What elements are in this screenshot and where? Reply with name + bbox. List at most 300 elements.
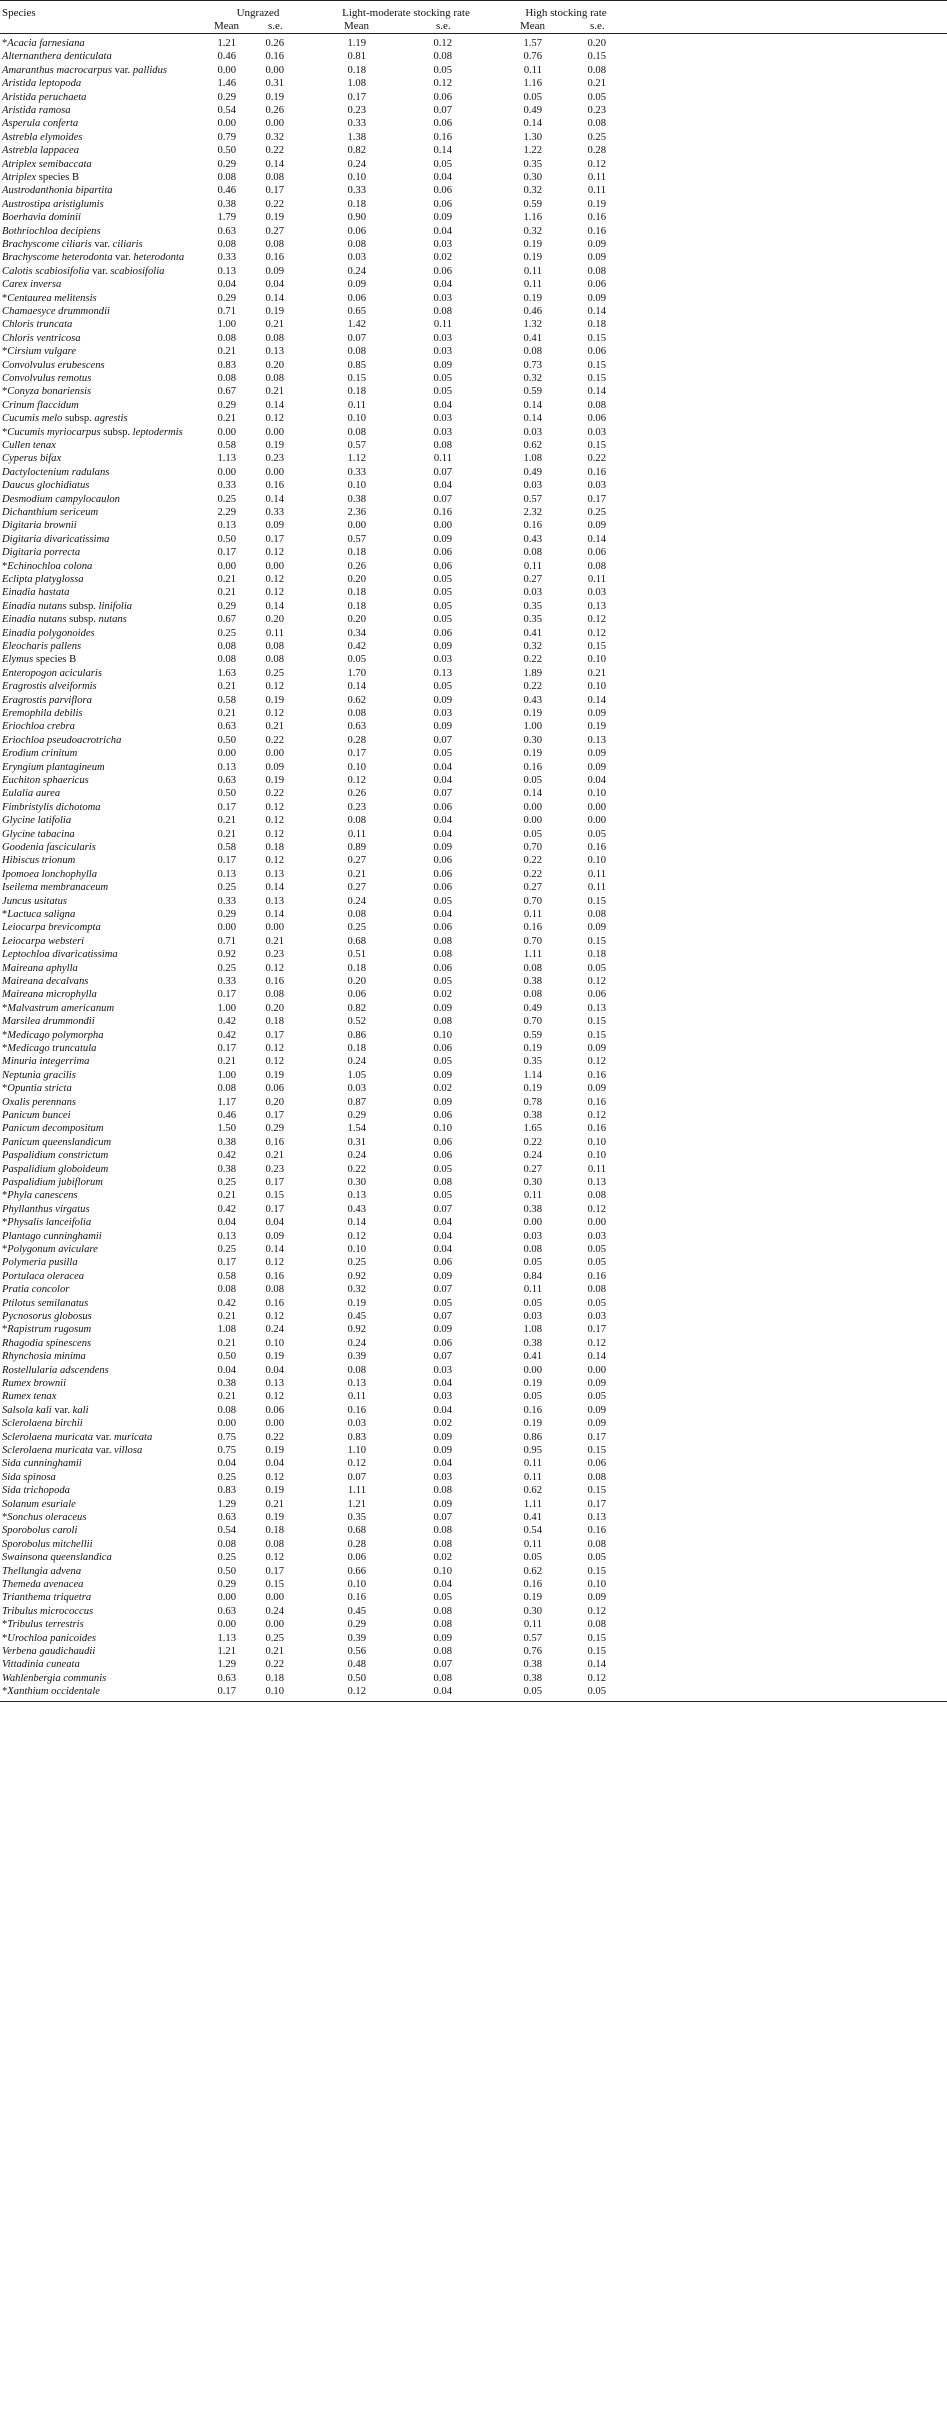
high-mean-cell: 0.00 [523,801,542,813]
high-se-cell: 0.18 [587,949,606,961]
table-row [0,761,947,774]
light-moderate-mean-cell: 0.14 [347,1217,366,1229]
species-name [2,1136,111,1149]
species-name-text: * [2,346,8,358]
high-se-cell: 0.10 [587,654,606,666]
high-se-cell: 0.16 [587,1270,606,1282]
light-moderate-mean-cell: 0.20 [347,614,366,626]
species-name [2,198,104,211]
light-moderate-se-cell: 0.07 [433,466,452,478]
high-mean-cell: 0.22 [523,868,542,880]
species-name-italic: Panicum decompositum [2,1123,104,1135]
high-se-cell: 0.14 [587,533,606,545]
species-name [2,787,60,800]
table-row [0,1149,947,1162]
high-mean-cell: 1.00 [523,721,542,733]
species-name [2,399,79,412]
light-moderate-se-cell: 0.02 [433,252,452,264]
ungrazed-mean-cell: 1.50 [217,1123,236,1135]
table-row [0,774,947,787]
ungrazed-mean-cell: 0.63 [217,1512,236,1523]
ungrazed-se-cell: 0.12 [265,1043,284,1054]
ungrazed-se-cell: 0.12 [265,1056,284,1068]
high-se-cell: 0.18 [587,319,606,331]
light-moderate-se-cell: 0.10 [433,1029,452,1041]
ungrazed-mean-cell: 0.25 [217,493,236,505]
species-name [2,680,97,693]
high-se-cell: 0.15 [587,1485,606,1497]
ungrazed-se-cell: 0.14 [265,493,284,505]
table-row [0,493,947,506]
light-moderate-se-cell: 0.06 [433,922,452,934]
light-moderate-se-cell: 0.06 [433,265,452,277]
species-name [2,439,56,452]
light-moderate-mean-cell: 0.22 [347,1163,366,1175]
ungrazed-mean-cell: 0.58 [217,694,236,706]
high-mean-cell: 0.16 [523,761,542,773]
species-name [2,1551,112,1564]
ungrazed-se-cell: 0.19 [265,212,284,224]
table-row [0,1632,947,1645]
high-se-cell: 0.11 [587,868,606,880]
light-moderate-mean-cell: 0.87 [347,1096,366,1108]
ungrazed-mean-cell: 1.17 [217,1096,236,1108]
high-mean-cell: 0.05 [523,91,542,103]
table-row [0,1230,947,1243]
species-name [2,1002,114,1015]
table-row [0,171,947,184]
ungrazed-se-cell: 0.16 [265,976,284,987]
light-moderate-se-cell: 0.03 [433,1471,452,1483]
ungrazed-mean-cell: 0.21 [217,413,236,425]
light-moderate-mean-cell: 0.51 [347,949,366,961]
high-se-cell: 0.05 [587,91,606,103]
high-se-cell: 0.13 [587,734,606,746]
high-mean-cell: 0.43 [523,694,542,706]
light-moderate-se-cell: 0.09 [433,842,452,853]
species-name [2,667,102,680]
high-mean-cell: 0.22 [523,855,542,867]
species-name-italic: Centaurea melitensis [7,292,97,304]
table-row [0,1015,947,1028]
ungrazed-mean-cell: 1.21 [217,38,236,49]
light-moderate-mean-cell: 0.18 [347,600,366,612]
species-name [2,694,92,707]
species-name [2,1029,104,1042]
table-row [0,506,947,519]
ungrazed-se-cell: 0.12 [265,1471,284,1483]
high-mean-cell: 0.70 [523,935,542,947]
species-name [2,720,75,733]
high-se-cell: 0.03 [587,1311,606,1322]
high-mean-cell: 0.22 [523,654,542,666]
table-row [0,1243,947,1256]
table-row [0,64,947,77]
species-name-italic: Sporobolus mitchellii [2,1538,93,1550]
high-se-cell: 0.12 [587,627,606,639]
ungrazed-se-cell: 0.12 [265,547,284,559]
light-moderate-se-cell: 0.06 [433,868,452,880]
table-row [0,1484,947,1497]
species-name [2,881,108,894]
high-se-cell: 0.15 [587,1646,606,1657]
species-name-italic: Paspalidium jubiflorum [2,1177,103,1188]
light-moderate-mean-cell: 0.28 [347,734,366,746]
light-moderate-se-cell: 0.07 [433,1311,452,1322]
light-moderate-se-cell: 0.09 [433,359,452,371]
ungrazed-mean-cell: 0.71 [217,306,236,317]
species-name [2,1632,96,1645]
table-row [0,117,947,130]
ungrazed-se-cell: 0.22 [265,1431,284,1443]
high-mean-cell: 0.70 [523,842,542,853]
light-moderate-mean-cell: 0.65 [347,306,366,317]
species-name [2,640,81,653]
species-name [2,533,109,546]
table-row [0,1457,947,1470]
ungrazed-se-cell: 0.19 [265,306,284,317]
high-se-cell: 0.10 [587,681,606,693]
ungrazed-se-cell: 0.21 [265,721,284,733]
ungrazed-mean-cell: 1.46 [217,78,236,90]
ungrazed-se-cell: 0.09 [265,265,284,277]
light-moderate-se-cell: 0.07 [433,1351,452,1363]
ungrazed-se-cell: 0.19 [265,775,284,786]
high-se-cell: 0.25 [587,507,606,518]
ungrazed-se-cell: 0.12 [265,574,284,585]
ungrazed-se-cell: 0.00 [265,922,284,934]
light-moderate-se-cell: 0.04 [433,480,452,492]
ungrazed-mean-cell: 0.00 [217,748,236,760]
species-name-italic: Aristida ramosa [2,105,71,116]
species-name [2,948,118,961]
ungrazed-se-cell: 0.21 [265,935,284,947]
light-moderate-se-cell: 0.06 [433,1043,452,1054]
high-mean-cell: 0.03 [523,480,542,492]
species-name-italic: Sclerolaena muricata [2,1431,94,1443]
high-se-cell: 0.08 [587,118,606,130]
species-name [2,988,97,1001]
light-moderate-se-cell: 0.03 [433,426,452,438]
high-se-cell: 0.05 [587,1391,606,1403]
ungrazed-se-cell: 0.16 [265,480,284,492]
ungrazed-mean-cell: 0.25 [217,882,236,894]
species-name [2,318,72,331]
species-name-text: species B [36,172,80,183]
table-row [0,962,947,975]
table-row [0,680,947,693]
high-se-cell: 0.09 [587,292,606,304]
light-moderate-se-cell: 0.09 [433,533,452,545]
light-moderate-mean-cell: 0.11 [347,1391,366,1403]
table-row [0,667,947,680]
species-name-italic: kali [72,1404,89,1416]
light-moderate-mean-cell: 0.85 [347,359,366,371]
ungrazed-se-cell: 0.00 [265,118,284,130]
high-mean-cell: 0.11 [523,1190,542,1202]
ungrazed-se-cell: 0.18 [265,842,284,853]
high-mean-cell: 0.73 [523,359,542,371]
species-name [2,1256,78,1269]
species-name-text: var. [112,252,134,264]
light-moderate-mean-cell: 1.38 [347,131,366,143]
species-name-text: var. [51,1404,73,1416]
table-row [0,854,947,867]
ungrazed-mean-cell: 0.08 [217,1538,236,1550]
table-row [0,1498,947,1511]
ungrazed-mean-cell: 0.50 [217,145,236,157]
light-moderate-se-cell: 0.08 [433,1619,452,1631]
species-name-italic: Ipomoea lonchophylla [2,868,98,880]
light-moderate-se-cell: 0.04 [433,761,452,773]
ungrazed-mean-cell: 0.58 [217,1270,236,1282]
table-row [0,828,947,841]
species-name [2,1337,91,1350]
light-moderate-mean-cell: 0.33 [347,118,366,130]
ungrazed-mean-cell: 0.79 [217,131,236,143]
ungrazed-mean-cell: 0.04 [217,1364,236,1376]
light-moderate-mean-cell: 0.42 [347,641,366,652]
light-moderate-mean-cell: 0.86 [347,1029,366,1041]
light-moderate-se-cell: 0.08 [433,949,452,961]
high-mean-cell: 0.35 [523,614,542,626]
ungrazed-mean-cell: 0.75 [217,1445,236,1456]
species-name [2,452,61,465]
light-moderate-mean-cell: 0.57 [347,440,366,451]
species-name-text: * [2,1029,8,1041]
high-se-cell: 0.15 [587,51,606,63]
light-moderate-mean-cell: 0.27 [347,882,366,894]
light-moderate-mean-cell: 0.33 [347,185,366,197]
species-name-italic: Aristida peruchaeta [2,91,87,103]
species-name [2,1189,78,1202]
species-name-italic: Eriochloa crebra [2,721,75,733]
ungrazed-mean-cell: 0.33 [217,252,236,264]
ungrazed-se-cell: 0.09 [265,761,284,773]
high-mean-cell: 1.11 [523,1498,542,1510]
table-row [0,1471,947,1484]
high-se-cell: 0.10 [587,1150,606,1162]
light-moderate-mean-cell: 0.12 [347,1686,366,1698]
light-moderate-se-cell: 0.16 [433,131,452,143]
light-moderate-se-cell: 0.09 [433,721,452,733]
species-name [2,627,95,640]
high-mean-cell: 0.35 [523,158,542,170]
species-name [2,747,77,760]
light-moderate-se-cell: 0.05 [433,373,452,384]
species-name-italic: Eulalia aurea [2,788,61,800]
ungrazed-mean-cell: 0.00 [217,560,236,572]
species-name-italic: Elymus [2,654,34,666]
ungrazed-se-cell: 0.08 [265,654,284,666]
species-name-italic: Fimbristylis dichotoma [2,801,101,813]
high-mean-cell: 0.49 [523,1002,542,1014]
species-name-italic: Chloris ventricosa [2,332,81,344]
ungrazed-se-cell: 0.12 [265,1391,284,1403]
table-row [0,211,947,224]
light-moderate-mean-cell: 2.36 [347,507,366,518]
ungrazed-mean-cell: 0.46 [217,185,236,197]
species-name-text: * [2,1512,8,1523]
light-moderate-mean-cell: 1.11 [347,1485,366,1497]
high-se-cell: 0.15 [587,895,606,907]
species-name [2,77,81,90]
high-se-cell: 0.08 [587,265,606,277]
species-name-italic: Austrostipa aristiglumis [2,198,104,210]
light-moderate-mean-cell: 0.18 [347,962,366,974]
ungrazed-se-cell: 0.14 [265,1244,284,1255]
species-name-italic: Euchiton sphaericus [2,775,89,786]
species-name-italic: Phyla canescens [7,1190,78,1202]
high-se-cell: 0.06 [587,989,606,1001]
high-mean-cell: 0.11 [523,1471,542,1483]
species-name-italic: Eragrostis parviflora [2,694,92,706]
light-moderate-se-cell: 0.09 [433,1096,452,1108]
species-name-italic: ciliaris [112,239,143,250]
ungrazed-mean-cell: 0.13 [217,520,236,532]
species-name-italic: Wahlenbergia communis [2,1672,107,1684]
species-name [2,305,110,318]
species-name-italic: Sonchus oleraceus [7,1512,87,1523]
species-name-italic: Hibiscus trionum [2,855,76,867]
header-rule [0,33,947,34]
high-se-cell: 0.09 [587,1404,606,1416]
high-mean-cell: 0.19 [523,708,542,719]
light-moderate-mean-cell: 0.82 [347,1002,366,1014]
table-row [0,1658,947,1671]
ungrazed-mean-cell: 0.17 [217,547,236,559]
ungrazed-mean-cell: 0.21 [217,828,236,840]
species-name [2,1390,56,1403]
ungrazed-mean-cell: 0.25 [217,1552,236,1564]
table-row [0,77,947,90]
ungrazed-mean-cell: 0.46 [217,1110,236,1121]
high-se-cell: 0.06 [587,413,606,425]
species-name [2,225,101,238]
species-name-italic: Chloris truncata [2,319,73,331]
species-name-italic: Einadia polygonoides [2,627,95,639]
species-name [2,372,91,385]
light-moderate-se-cell: 0.04 [433,1404,452,1416]
ungrazed-mean-cell: 0.29 [217,909,236,920]
high-se-cell: 0.13 [587,1177,606,1188]
high-se-cell: 0.10 [587,1136,606,1148]
ungrazed-se-cell: 0.00 [265,560,284,572]
high-se-cell: 0.21 [587,78,606,90]
high-mean-cell: 0.11 [523,279,542,291]
light-moderate-se-cell: 0.09 [433,1270,452,1282]
species-name-italic: heterodonta [133,252,185,264]
high-mean-cell: 0.08 [523,547,542,559]
high-mean-cell: 0.19 [523,748,542,760]
species-name-italic: Rostellularia adscendens [2,1364,109,1376]
table-row [0,1390,947,1403]
table-row [0,533,947,546]
ungrazed-mean-cell: 0.38 [217,1378,236,1389]
species-name-italic: Medicago polymorpha [7,1029,104,1041]
light-moderate-mean-cell: 0.39 [347,1351,366,1363]
high-se-cell: 0.09 [587,1378,606,1389]
ungrazed-se-cell: 0.14 [265,600,284,612]
light-moderate-mean-cell: 0.14 [347,681,366,693]
ungrazed-mean-cell: 1.13 [217,453,236,465]
light-moderate-mean-cell: 0.68 [347,1525,366,1537]
light-moderate-se-cell: 0.09 [433,1632,452,1644]
species-name-italic: Sclerolaena birchii [2,1418,83,1430]
species-name [2,158,92,171]
ungrazed-mean-cell: 0.50 [217,734,236,746]
light-moderate-se-cell: 0.08 [433,440,452,451]
high-se-cell: 0.03 [587,1230,606,1242]
species-name-italic: Digitaria divaricatissima [2,533,110,545]
table-row [0,653,947,666]
high-se-cell: 0.25 [587,131,606,143]
ungrazed-se-cell: 0.08 [265,989,284,1001]
species-name-italic: Opuntia stricta [7,1083,72,1095]
high-se-cell: 0.16 [587,1069,606,1081]
ungrazed-se-cell: 0.08 [265,1538,284,1550]
ungrazed-mean-cell: 0.08 [217,373,236,384]
species-name [2,91,86,104]
ungrazed-mean-cell: 0.21 [217,1337,236,1349]
light-moderate-se-cell: 0.06 [433,547,452,559]
species-name-italic: Neptunia gracilis [2,1069,76,1081]
high-se-cell: 0.06 [587,279,606,291]
species-name-italic: Enteropogon acicularis [2,667,102,679]
table-row [0,1685,947,1698]
high-se-cell: 0.12 [587,614,606,626]
light-moderate-mean-cell: 0.45 [347,1605,366,1617]
ungrazed-se-cell: 0.08 [265,332,284,344]
high-se-cell: 0.15 [587,359,606,371]
light-moderate-se-cell: 0.04 [433,1686,452,1698]
species-name-italic: Maireana microphylla [2,989,97,1001]
species-name-italic: Vittadinia cuneata [2,1659,80,1671]
high-mean-cell: 0.16 [523,922,542,934]
ungrazed-se-cell: 0.25 [265,667,284,679]
light-moderate-se-cell: 0.05 [433,1163,452,1175]
high-mean-cell: 0.08 [523,989,542,1001]
table-row [0,225,947,238]
light-moderate-se-cell: 0.06 [433,882,452,894]
species-name-italic: Rhagodia spinescens [2,1337,92,1349]
ungrazed-se-cell: 0.08 [265,1284,284,1296]
species-name-italic: Verbena gaudichaudii [2,1646,96,1657]
ungrazed-se-cell: 0.18 [265,1016,284,1028]
species-name-italic: Goodenia fascicularis [2,842,96,853]
ungrazed-mean-cell: 0.83 [217,1485,236,1497]
table-row [0,37,947,50]
species-name-italic: Themeda avenacea [2,1579,84,1590]
species-name-italic: Leiocarpa brevicompta [2,922,101,934]
ungrazed-se-cell: 0.12 [265,681,284,693]
ungrazed-se-cell: 0.33 [265,507,284,518]
species-name-italic: Malvastrum americanum [7,1002,115,1014]
ungrazed-mean-cell: 0.21 [217,1391,236,1403]
high-mean-cell: 0.76 [523,1646,542,1657]
light-moderate-se-cell: 0.03 [433,346,452,358]
species-name [2,1645,95,1658]
light-moderate-mean-cell: 0.82 [347,145,366,157]
ungrazed-mean-cell: 0.21 [217,708,236,719]
species-name-italic: Digitaria porrecta [2,547,81,559]
ungrazed-se-cell: 0.21 [265,386,284,398]
ungrazed-se-cell: 0.26 [265,105,284,116]
high-mean-cell: 0.41 [523,332,542,344]
ungrazed-se-cell: 0.00 [265,1619,284,1631]
table-row [0,1189,947,1202]
table-row [0,479,947,492]
